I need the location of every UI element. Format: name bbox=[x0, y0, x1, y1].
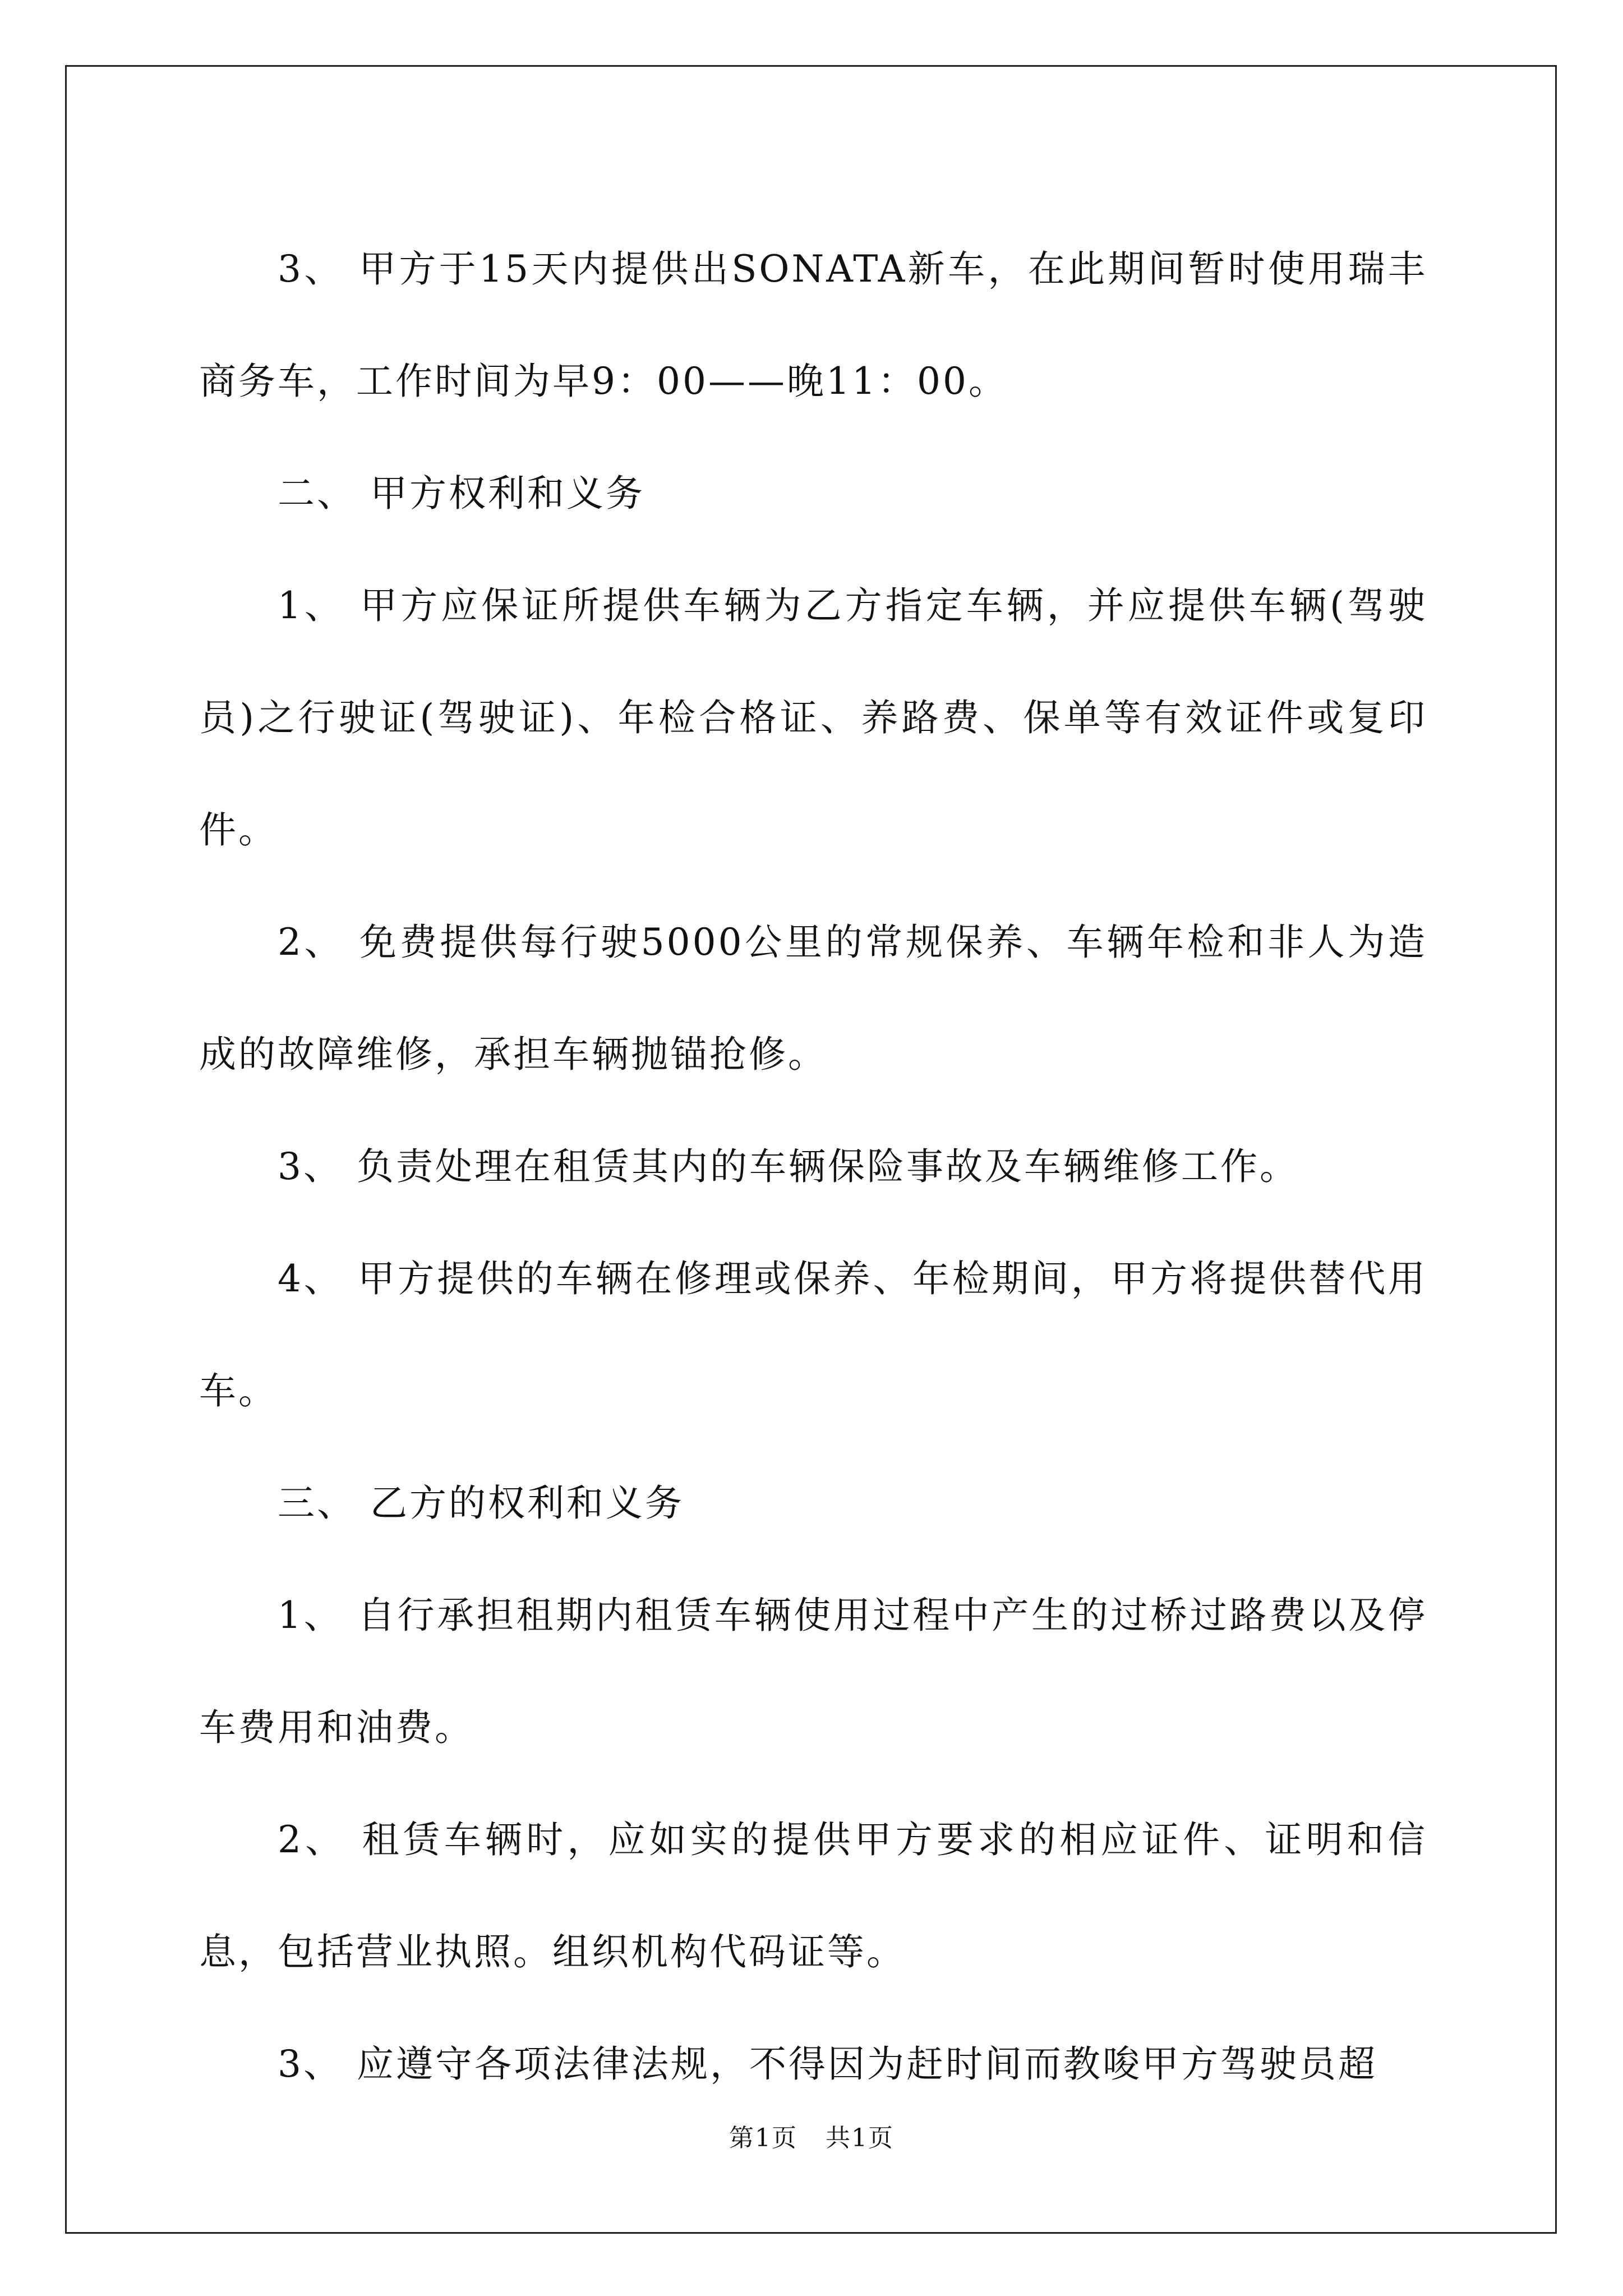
page-footer bbox=[0, 2118, 1623, 2154]
page-number: 第1页 bbox=[729, 2124, 797, 2152]
paragraph-item-2-maintenance: 2、 免费提供每行驶5000公里的常规保养、车辆年检和非人为造成的故障维修，承担车辆抛锚抢修。 bbox=[199, 921, 1427, 1076]
paragraph-item-3-insurance: 3、 负责处理在租赁其内的车辆保险事故及车辆维修工作。 bbox=[278, 1145, 1299, 1188]
document-body bbox=[199, 213, 1427, 2120]
paragraph-item-1-tolls-fuel: 1、 自行承担租期内租赁车辆使用过程中产生的过桥过路费以及停车费用和油费。 bbox=[199, 1594, 1427, 1749]
page-total: 共1页 bbox=[826, 2124, 894, 2152]
section-heading-party-a-rights: 二、 甲方权利和义务 bbox=[278, 472, 645, 515]
paragraph-item-2-credentials: 2、 租赁车辆时，应如实的提供甲方要求的相应证件、证明和信息，包括营业执照。组织机构代码证等。 bbox=[199, 1818, 1427, 1973]
paragraph-item-1-vehicle-documents: 1、 甲方应保证所提供车辆为乙方指定车辆，并应提供车辆(驾驶员)之行驶证(驾驶证)、年检合格证、养路费、保单等有效证件或复印件。 bbox=[199, 584, 1427, 852]
paragraph-item-3-new-car: 3、 甲方于15天内提供出SONATA新车，在此期间暂时使用瑞丰商务车，工作时间为早9：00——晚11：00。 bbox=[199, 247, 1427, 403]
paragraph-item-3-laws: 3、 应遵守各项法律法规，不得因为赶时间而教唆甲方驾驶员超 bbox=[278, 2042, 1377, 2086]
paragraph-item-4-replacement-car: 4、 甲方提供的车辆在修理或保养、年检期间，甲方将提供替代用车。 bbox=[199, 1257, 1427, 1412]
section-heading-party-b-rights: 三、 乙方的权利和义务 bbox=[278, 1481, 684, 1525]
